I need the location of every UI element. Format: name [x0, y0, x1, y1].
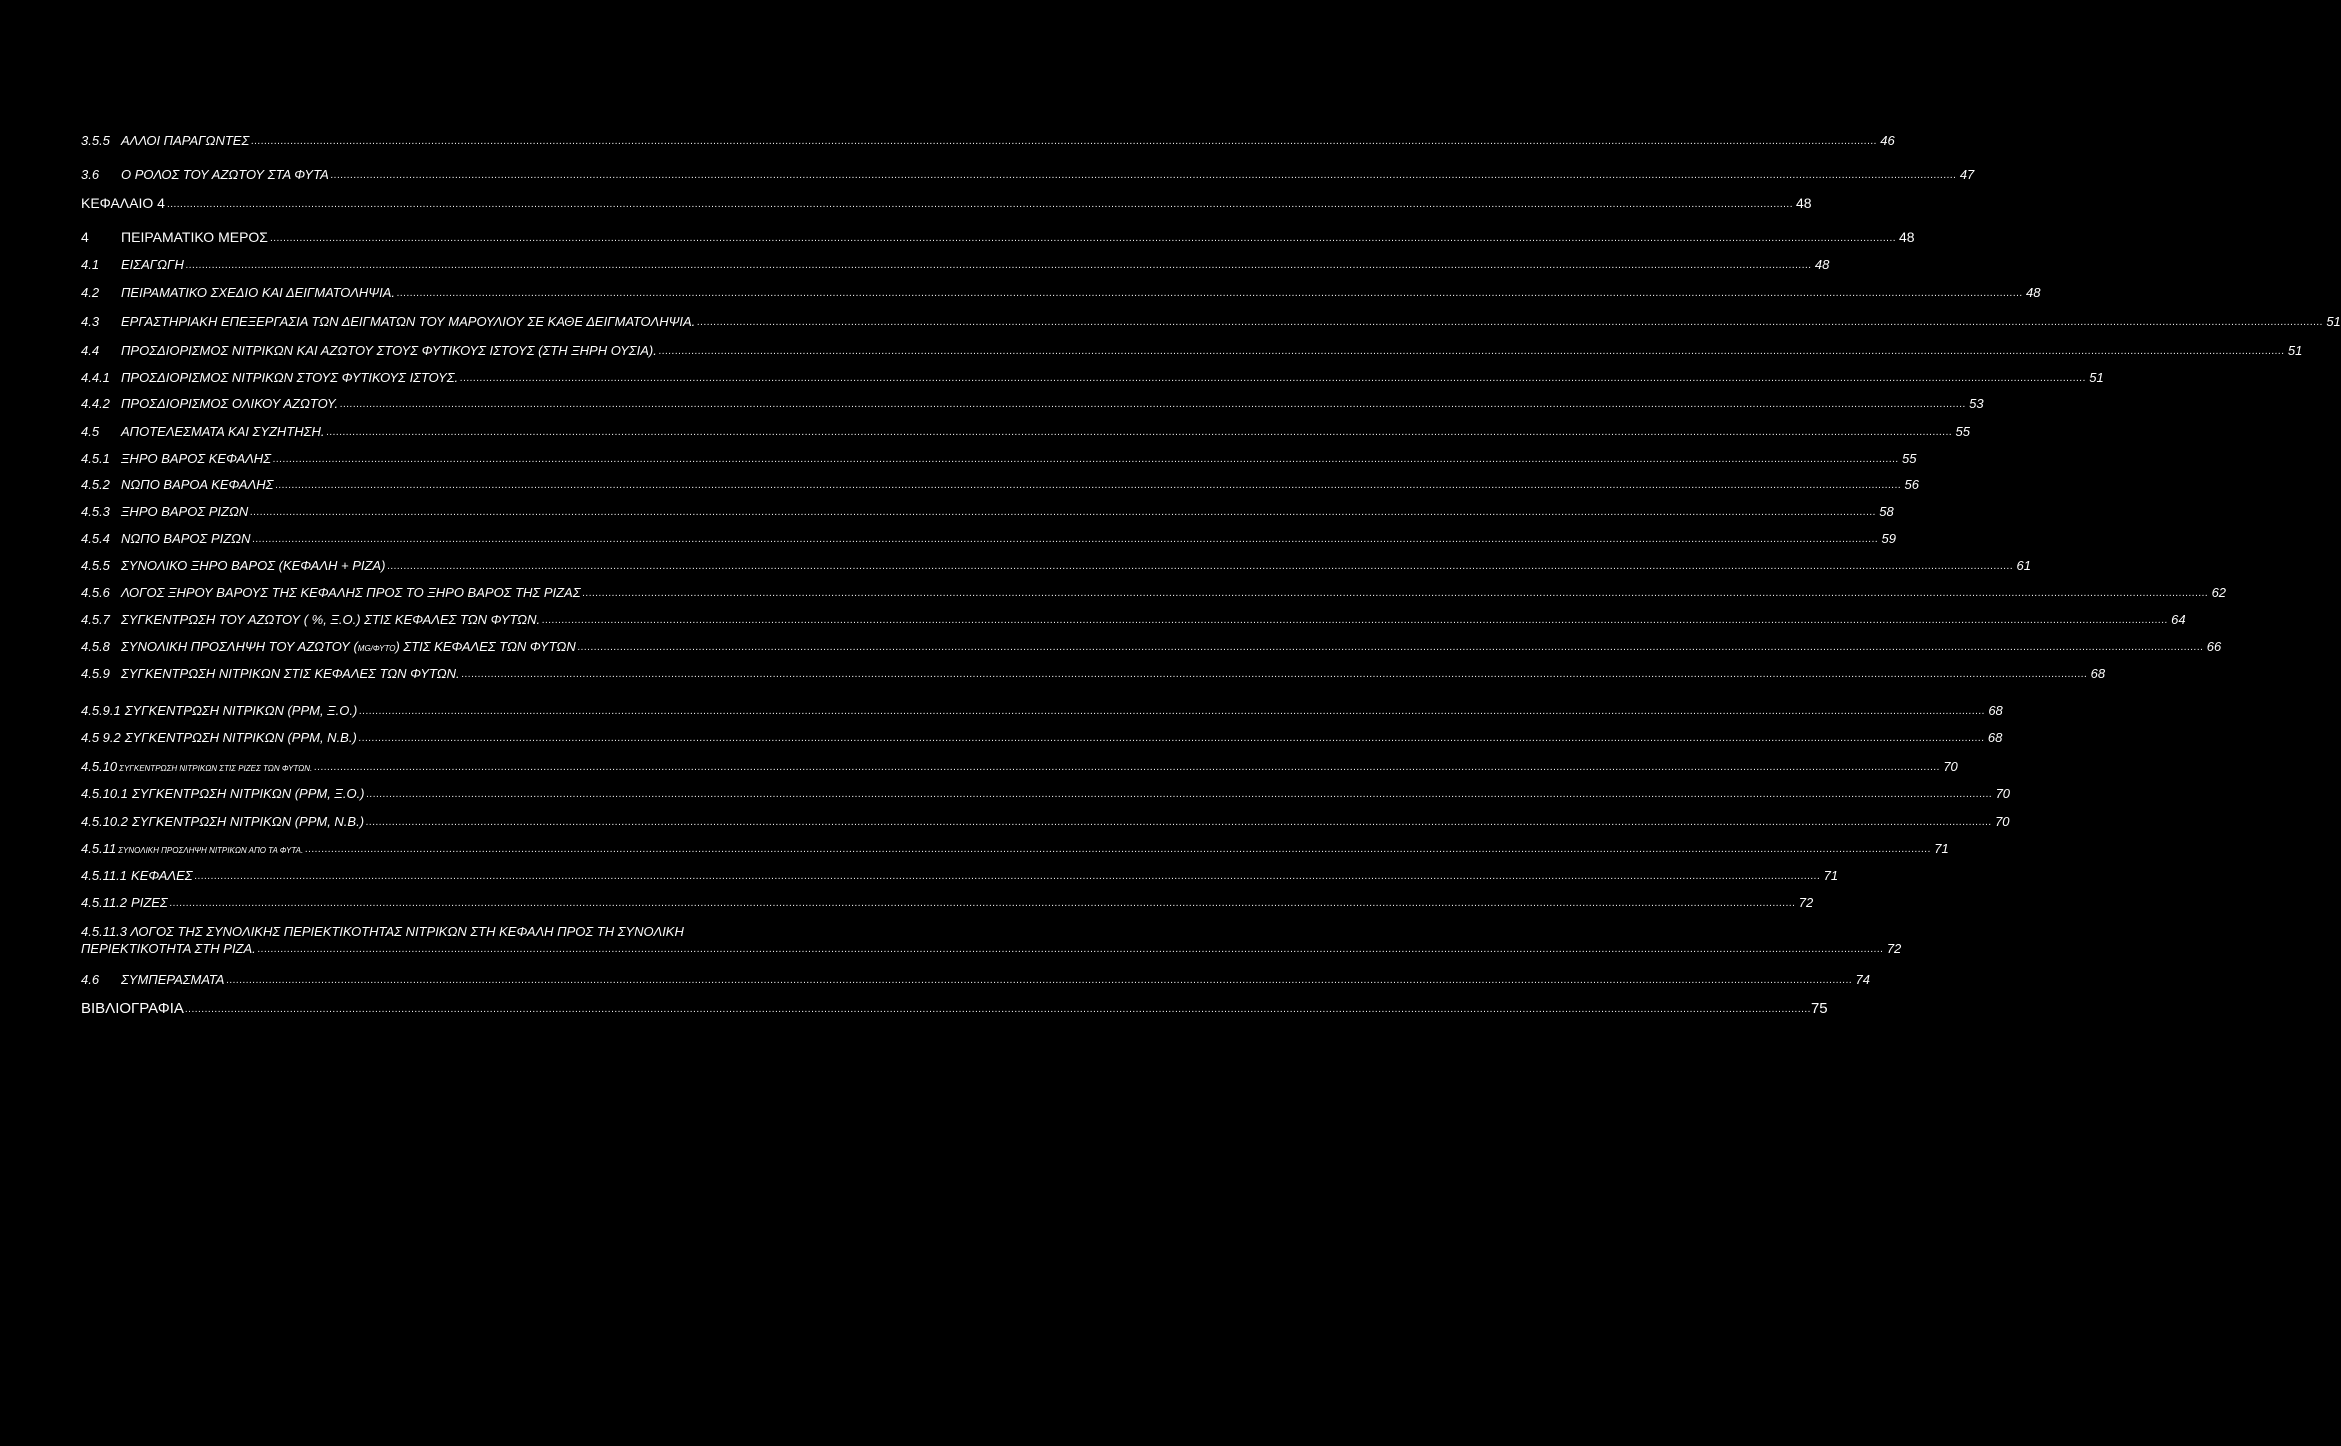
toc-entry-page: 51 [2287, 343, 2303, 358]
toc-entry-page: 70 [1943, 759, 1958, 774]
toc-entry-number: 4.3 [81, 314, 100, 329]
toc-entry-title-continued: ΠΕΡΙΕΚΤΙΚΟΤΗΤΑ ΣΤΗ ΡΙΖΑ. [81, 941, 256, 956]
toc-entry [81, 841, 1949, 859]
toc-entry-number: 4.5.8 [81, 639, 110, 654]
toc-entry [81, 257, 1830, 275]
toc-entry-page: 51 [2089, 370, 2104, 385]
toc-entry-page: 71 [1934, 841, 1949, 856]
toc-entry-title: ΚΕΦΑΛΕΣ [131, 868, 193, 883]
toc-entry [81, 868, 1839, 886]
toc-entry-page: 55 [1955, 424, 1970, 439]
toc-entry-title [121, 639, 576, 657]
dot-leader [578, 640, 2204, 656]
toc-entry-number: 4.5.10.1 [81, 786, 128, 801]
toc-entry-page: 58 [1879, 504, 1894, 519]
toc-entry-page: 64 [2171, 612, 2186, 627]
toc-entry-title: ΚΕΦΑΛΑΙΟ 4 [81, 195, 165, 211]
dot-leader [270, 231, 1896, 247]
toc-entry-page: 48 [1899, 229, 1915, 245]
toc-entry-number: 4.5.5 [81, 558, 110, 573]
toc-entry [81, 424, 1970, 442]
dot-leader [460, 371, 2086, 387]
toc-entry-page: 75 [1810, 1000, 1828, 1017]
toc-entry-title: ΝΩΠΟ ΒΑΡΟΣ ΡΙΖΩΝ [121, 531, 251, 546]
toc-entry-number: 4.5.11.3 [81, 924, 128, 939]
toc-entry [81, 639, 2222, 657]
dot-leader [275, 478, 1901, 494]
toc-entry [81, 229, 1915, 248]
toc-entry-page: 48 [1814, 257, 1830, 272]
dot-leader [170, 896, 1796, 912]
toc-entry-number: 4.5.11.1 [81, 868, 128, 883]
toc-entry [81, 612, 2186, 630]
toc-entry-multiline [81, 923, 1902, 959]
toc-entry [81, 786, 2011, 804]
toc-entry-number: 4.5.3 [81, 504, 110, 519]
toc-entry-title: ΣΥΓΚΕΝΤΡΩΣΗ ΝΙΤΡΙΚΩΝ (PPM, Ν.Β.) [132, 814, 365, 829]
dot-leader [251, 134, 1877, 150]
dot-leader [167, 197, 1793, 213]
toc-entry [81, 504, 1894, 522]
toc-entry-title: ΡΙΖΕΣ [131, 895, 168, 910]
toc-entry-page: 66 [2206, 639, 2222, 654]
toc-entry [81, 133, 1895, 151]
toc-entry-number: 4.4.2 [81, 396, 110, 411]
toc-entry-number: 4.1 [81, 257, 100, 272]
toc-entry-number: 4.5.9 [81, 666, 110, 681]
dot-leader [359, 704, 1985, 720]
toc-entry-number: 4 [81, 229, 89, 245]
toc-entry-page: 74 [1855, 972, 1870, 987]
toc-entry [81, 285, 2041, 303]
toc-entry-title: ΣΥΓΚΕΝΤΡΩΣΗ ΝΙΤΡΙΚΩΝ (PPM, Ξ.Ο.) [124, 703, 358, 718]
dot-leader [250, 505, 1876, 521]
toc-entry-title [118, 841, 303, 859]
dot-leader [366, 815, 1992, 831]
toc-entry-page: 72 [1886, 941, 1902, 956]
toc-entry-number: 4.5.10.2 [81, 814, 128, 829]
toc-entry-title-part: ) ΣΤΙΣ ΚΕΦΑΛΕΣ ΤΩΝ ΦΥΤΩΝ [395, 639, 576, 654]
dot-leader [305, 842, 1931, 858]
toc-entry [81, 730, 2003, 748]
toc-entry [81, 477, 1919, 495]
toc-entry [81, 195, 1812, 214]
dot-leader [542, 613, 2168, 629]
toc-entry [81, 666, 2106, 684]
dot-leader [273, 452, 1899, 468]
dot-leader [314, 760, 1940, 776]
toc-entry-title: ΞΗΡΟ ΒΑΡΟΣ ΚΕΦΑΛΗΣ [121, 451, 271, 466]
toc-entry-number: 4.5.4 [81, 531, 110, 546]
toc-entry [81, 167, 1975, 185]
toc-entry [81, 314, 2341, 332]
dot-leader [195, 869, 1821, 885]
toc-entry-page: 53 [1969, 396, 1984, 411]
toc-entry-title: ΛΟΓΟΣ ΤΗΣ ΣΥΝΟΛΙΚΗΣ ΠΕΡΙΕΚΤΙΚΟΤΗΤΑΣ ΝΙΤΡΙΚΩΝ ΣΤΗ ΚΕΦΑΛΗ ΠΡΟΣ ΤΗ ΣΥΝΟΛΙΚΗ [130, 924, 684, 939]
toc-entry-title: ΒΙΒΛΙΟΓΡΑΦΙΑ [81, 1000, 184, 1017]
toc-entry-number: 4.5.10 [81, 759, 118, 774]
toc-entry-page: 68 [1988, 703, 2003, 718]
dot-leader [185, 1002, 1811, 1018]
dot-leader [387, 559, 2013, 575]
toc-entry-number: 4.5.6 [81, 585, 110, 600]
toc-entry-title-part: ΣΥΝΟΛΙΚΗ ΠΡΟΣΛΗΨΗ ΤΟΥ ΑΖΩΤΟΥ ( [121, 639, 358, 654]
toc-entry-title: ΕΡΓΑΣΤΗΡΙΑΚΗ ΕΠΕΞΕΡΓΑΣΙΑ ΤΩΝ ΔΕΙΓΜΑΤΩΝ ΤΟΥ ΜΑΡΟΥΛΙΟΥ ΣΕ ΚΑΘΕ ΔΕΙΓΜΑΤΟΛΗΨΙΑ. [121, 314, 696, 329]
toc-entry-page: 71 [1823, 868, 1839, 883]
toc-entry-page: 51 [2326, 314, 2341, 329]
toc-entry-page: 61 [2016, 558, 2031, 573]
toc-entry-page: 46 [1880, 133, 1895, 148]
dot-leader [252, 532, 1878, 548]
toc-entry-page: 47 [1959, 167, 1975, 182]
toc-entry-title: ΑΠΟΤΕΛΕΣΜΑΤΑ ΚΑΙ ΣΥΖΗΤΗΣΗ. [121, 424, 325, 439]
toc-entry-title-text: ΣΥΓΚΕΝΤΡΩΣΗ ΝΙΤΡΙΚΩΝ ΣΤΙΣ ΡΙΖΕΣ ΤΩΝ ΦΥΤΩΝ. [119, 764, 313, 773]
toc-entry-page: 72 [1798, 895, 1814, 910]
toc-entry-title: ΝΩΠΟ ΒΑΡΟΑ ΚΕΦΑΛΗΣ [121, 477, 274, 492]
toc-entry [81, 585, 2227, 603]
toc-entry-title: ΠΕΙΡΑΜΑΤΙΚΟ ΣΧΕΔΙΟ ΚΑΙ ΔΕΙΓΜΑΤΟΛΗΨΙΑ. [121, 285, 395, 300]
toc-entry [81, 531, 1896, 549]
toc-entry-title: ΑΛΛΟΙ ΠΑΡΑΓΩΝΤΕΣ [121, 133, 250, 148]
dot-leader [367, 787, 1993, 803]
toc-entry-number: 4.5.11 [81, 841, 117, 856]
dot-leader [659, 344, 2285, 360]
toc-entry-number: 4.2 [81, 285, 100, 300]
toc-entry-page: 62 [2211, 585, 2227, 600]
toc-entry-page: 56 [1904, 477, 1919, 492]
toc-entry-title: ΣΥΝΟΛΙΚΟ ΞΗΡΟ ΒΑΡΟΣ (ΚΕΦΑΛΗ + ΡΙΖΑ) [121, 558, 386, 573]
toc-entry-number: 3.5.5 [81, 133, 110, 148]
toc-entry-title: ΠΡΟΣΔΙΟΡΙΣΜΟΣ ΝΙΤΡΙΚΩΝ ΣΤΟΥΣ ΦΥΤΙΚΟΥΣ ΙΣΤΟΥΣ. [121, 370, 459, 385]
dot-leader [462, 667, 2088, 683]
toc-entry-number: 4.4.1 [81, 370, 110, 385]
toc-entry-title-unit: MG/ΦΥΤΟ [357, 644, 396, 653]
toc-entry-page: 70 [1995, 814, 2010, 829]
toc-entry [81, 1000, 1828, 1019]
dot-leader [186, 258, 1812, 274]
toc-entry-title: ΣΥΓΚΕΝΤΡΩΣΗ ΝΙΤΡΙΚΩΝ (PPM, Ξ.Ο.) [132, 786, 365, 801]
toc-entry-title: ΞΗΡΟ ΒΑΡΟΣ ΡΙΖΩΝ [121, 504, 249, 519]
toc-entry-number: 4.5.11.2 [81, 895, 128, 910]
toc-entry-title: ΠΕΙΡΑΜΑΤΙΚΟ ΜΕΡΟΣ [121, 229, 268, 245]
toc-entry-title: Ο ΡΟΛΟΣ ΤΟΥ ΑΖΩΤΟΥ ΣΤΑ ΦΥΤΑ [121, 167, 329, 182]
toc-entry-title: ΣΥΓΚΕΝΤΡΩΣΗ ΝΙΤΡΙΚΩΝ (PPM, Ν.Β.) [124, 730, 357, 745]
toc-entry [81, 370, 2104, 388]
dot-leader [359, 731, 1985, 747]
toc-entry-title: ΛΟΓΟΣ ΞΗΡΟΥ ΒΑΡΟΥΣ ΤΗΣ ΚΕΦΑΛΗΣ ΠΡΟΣ ΤΟ ΞΗΡΟ ΒΑΡΟΣ ΤΗΣ ΡΙΖΑΣ [121, 585, 581, 600]
toc-entry [81, 895, 1814, 913]
toc-entry-number: 4.5.9.1 [81, 703, 121, 718]
toc-entry-title-text: ΣΥΝΟΛΙΚΗ ΠΡΟΣΛΗΨΗ ΝΙΤΡΙΚΩΝ ΑΠΟ ΤΑ ΦΥΤΑ. [118, 846, 304, 855]
toc-entry [81, 558, 2031, 576]
toc-entry [81, 451, 1917, 469]
toc-entry [81, 343, 2303, 361]
toc-entry-page: 68 [1987, 730, 2003, 745]
toc-entry-number: 4.4 [81, 343, 100, 358]
toc-entry [81, 396, 1984, 414]
toc-entry-number: 4.5.2 [81, 477, 110, 492]
toc-entry-title: ΠΡΟΣΔΙΟΡΙΣΜΟΣ ΟΛΙΚΟΥ ΑΖΩΤΟΥ. [121, 396, 339, 411]
toc-entry-number: 4.5.7 [81, 612, 110, 627]
toc-entry-page: 48 [2026, 285, 2041, 300]
toc-entry [81, 759, 1958, 777]
toc-entry-page: 70 [1995, 786, 2011, 801]
toc-entry-page: 68 [2090, 666, 2106, 681]
toc-entry-page: 55 [1902, 451, 1917, 466]
dot-leader [326, 425, 1952, 441]
toc-entry [81, 814, 2010, 832]
toc-entry-title: ΕΙΣΑΓΩΓΗ [121, 257, 184, 272]
dot-leader [331, 168, 1957, 184]
dot-leader [583, 586, 2209, 602]
toc-entry-title: ΣΥΓΚΕΝΤΡΩΣΗ ΝΙΤΡΙΚΩΝ ΣΤΙΣ ΚΕΦΑΛΕΣ ΤΩΝ ΦΥΤΩΝ. [121, 666, 460, 681]
toc-entry-page: 59 [1881, 531, 1896, 546]
toc-entry-number: 4.6 [81, 972, 100, 987]
dot-leader [697, 315, 2323, 331]
toc-entry-number: 4.5 9.2 [81, 730, 121, 745]
toc-entry-line2 [81, 940, 1902, 959]
dot-leader [397, 286, 2023, 302]
toc-entry-title: ΣΥΓΚΕΝΤΡΩΣΗ ΤΟΥ ΑΖΩΤΟΥ ( %, Ξ.Ο.) ΣΤΙΣ ΚΕΦΑΛΕΣ ΤΩΝ ΦΥΤΩΝ. [121, 612, 541, 627]
toc-entry-title: ΣΥΜΠΕΡΑΣΜΑΤΑ [121, 972, 225, 987]
dot-leader [258, 941, 1884, 958]
toc-entry-title: ΠΡΟΣΔΙΟΡΙΣΜΟΣ ΝΙΤΡΙΚΩΝ ΚΑΙ ΑΖΩΤΟΥ ΣΤΟΥΣ ΦΥΤΙΚΟΥΣ ΙΣΤΟΥΣ (ΣΤΗ ΞΗΡΗ ΟΥΣΙΑ). [121, 343, 657, 358]
toc-entry-line1 [81, 923, 895, 940]
toc-entry-number: 4.5.1 [81, 451, 110, 466]
toc-entry-page: 48 [1795, 195, 1812, 211]
dot-leader [340, 397, 1966, 413]
toc-entry-number: 3.6 [81, 167, 100, 182]
toc-entry [81, 703, 2003, 721]
toc-entry-title [119, 759, 312, 777]
toc-entry [81, 972, 1870, 990]
dot-leader [226, 973, 1852, 989]
toc-entry-number: 4.5 [81, 424, 100, 439]
